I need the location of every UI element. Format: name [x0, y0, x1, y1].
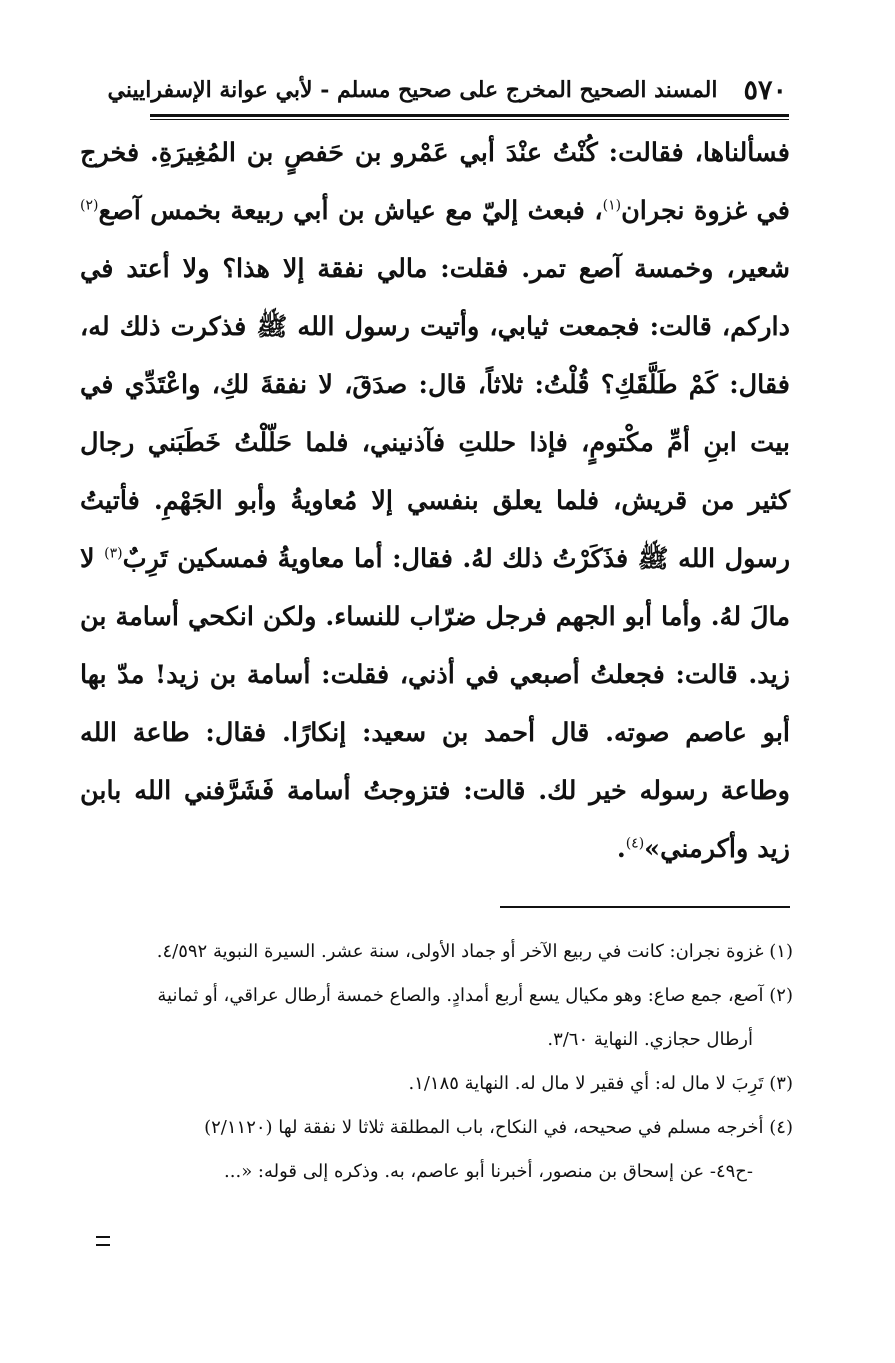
- footnote-3: [88, 1062, 793, 1106]
- paragraph: [80, 124, 790, 878]
- running-header: [107, 68, 787, 112]
- footnote-ref-4[interactable]: (٤): [625, 835, 645, 852]
- footnote-ref-3[interactable]: (٣): [104, 545, 123, 562]
- continuation-mark: [96, 1236, 110, 1246]
- footnote-4: [88, 1106, 793, 1194]
- footnote-text: (٢) آصع، جمع صاع: وهو مكيال يسع أربع أمدادٍ. والصاع خمسة أرطال عراقي، أو ثمانية: [157, 985, 793, 1006]
- text-segment: فسألناها، فقالت: كُنْتُ عنْدَ أبي عَمْرو بن حَفصٍ بن المُغِيرَةِ. فخرج في غزوة نجران: [80, 138, 790, 226]
- footnotes: [88, 930, 793, 1194]
- header-rule: [150, 114, 789, 120]
- footnote-text: (١) غزوة نجران: كانت في ربيع الآخر أو جماد الأولى، سنة عشر. السيرة النبوية ٤/٥٩٢.: [156, 941, 793, 962]
- footnote-text: (٤) أخرجه مسلم في صحيحه، في النكاح، باب المطلقة ثلاثا لا نفقة لها (٢/١١٢٠): [204, 1117, 793, 1138]
- footnote-separator: [500, 906, 790, 908]
- page-number: ٥٧٠: [743, 74, 787, 106]
- text-segment: لا مالَ لهُ. وأما أبو الجهم فرجل ضرّاب للنساء. ولكن انكحي أسامة بن زيد. قالت: فجعلتُ أصبعي في أذني، فقلت: أسامة بن زيد! مدّ بها أبو عاصم صوته. قال أحمد بن سعيد: إنكارًا. فقال: طاعة الله وطاعة رسوله خير لك. قالت: فتزوجتُ أسامة فَشَرَّفني الله بابن زيد وأكرمني»: [80, 544, 790, 864]
- footnote-2: [88, 974, 793, 1062]
- footnote-text: (٣) تَرِبَ لا مال له: أي فقير لا مال له. النهاية ١/١٨٥.: [408, 1073, 793, 1094]
- text-segment: شعير، وخمسة آصع تمر. فقلت: مالي نفقة إلا هذا؟ ولا أعتد في داركم، قالت: فجمعت ثيابي، وأتيت رسول الله ﷺ فذكرت ذلك له، فقال: كَمْ طَلَّقَكِ؟ قُلْتُ: ثلاثاً، قال: صدَقَ، لا نفقةَ لكِ، واعْتَدِّي في بيت ابنِ أمِّ مكْتومٍ، فإذا حللتِ فآذنيني، فلما حَلّلْتُ خَطَبَني رجال كثير من قريش، فلما يعلق بنفسي إلا مُعاويةُ وأبو الجَهْمِ. فأتيتُ رسول الله ﷺ فذَكَرْتُ ذلك لهُ. فقال: أما معاويةُ فمسكين تَرِبٌ: [80, 254, 791, 574]
- footnote-continuation: -ح٤٩- عن إسحاق بن منصور، أخبرنا أبو عاصم، به. وذكره إلى قوله: «...: [224, 1161, 753, 1182]
- footnote-ref-2[interactable]: (٢): [80, 197, 99, 214]
- footnote-1: [88, 930, 793, 974]
- footnote-ref-1[interactable]: (١): [602, 197, 622, 214]
- text-segment: ، فبعث إليّ مع عياش بن أبي ربيعة بخمس آصع: [98, 196, 603, 226]
- book-title: المسند الصحيح المخرج على صحيح مسلم - لأبي عوانة الإسفراييني: [107, 77, 718, 103]
- footnote-continuation: أرطال حجازي. النهاية ٣/٦٠.: [547, 1029, 753, 1050]
- text-segment: .: [616, 834, 626, 864]
- main-text: [80, 124, 790, 878]
